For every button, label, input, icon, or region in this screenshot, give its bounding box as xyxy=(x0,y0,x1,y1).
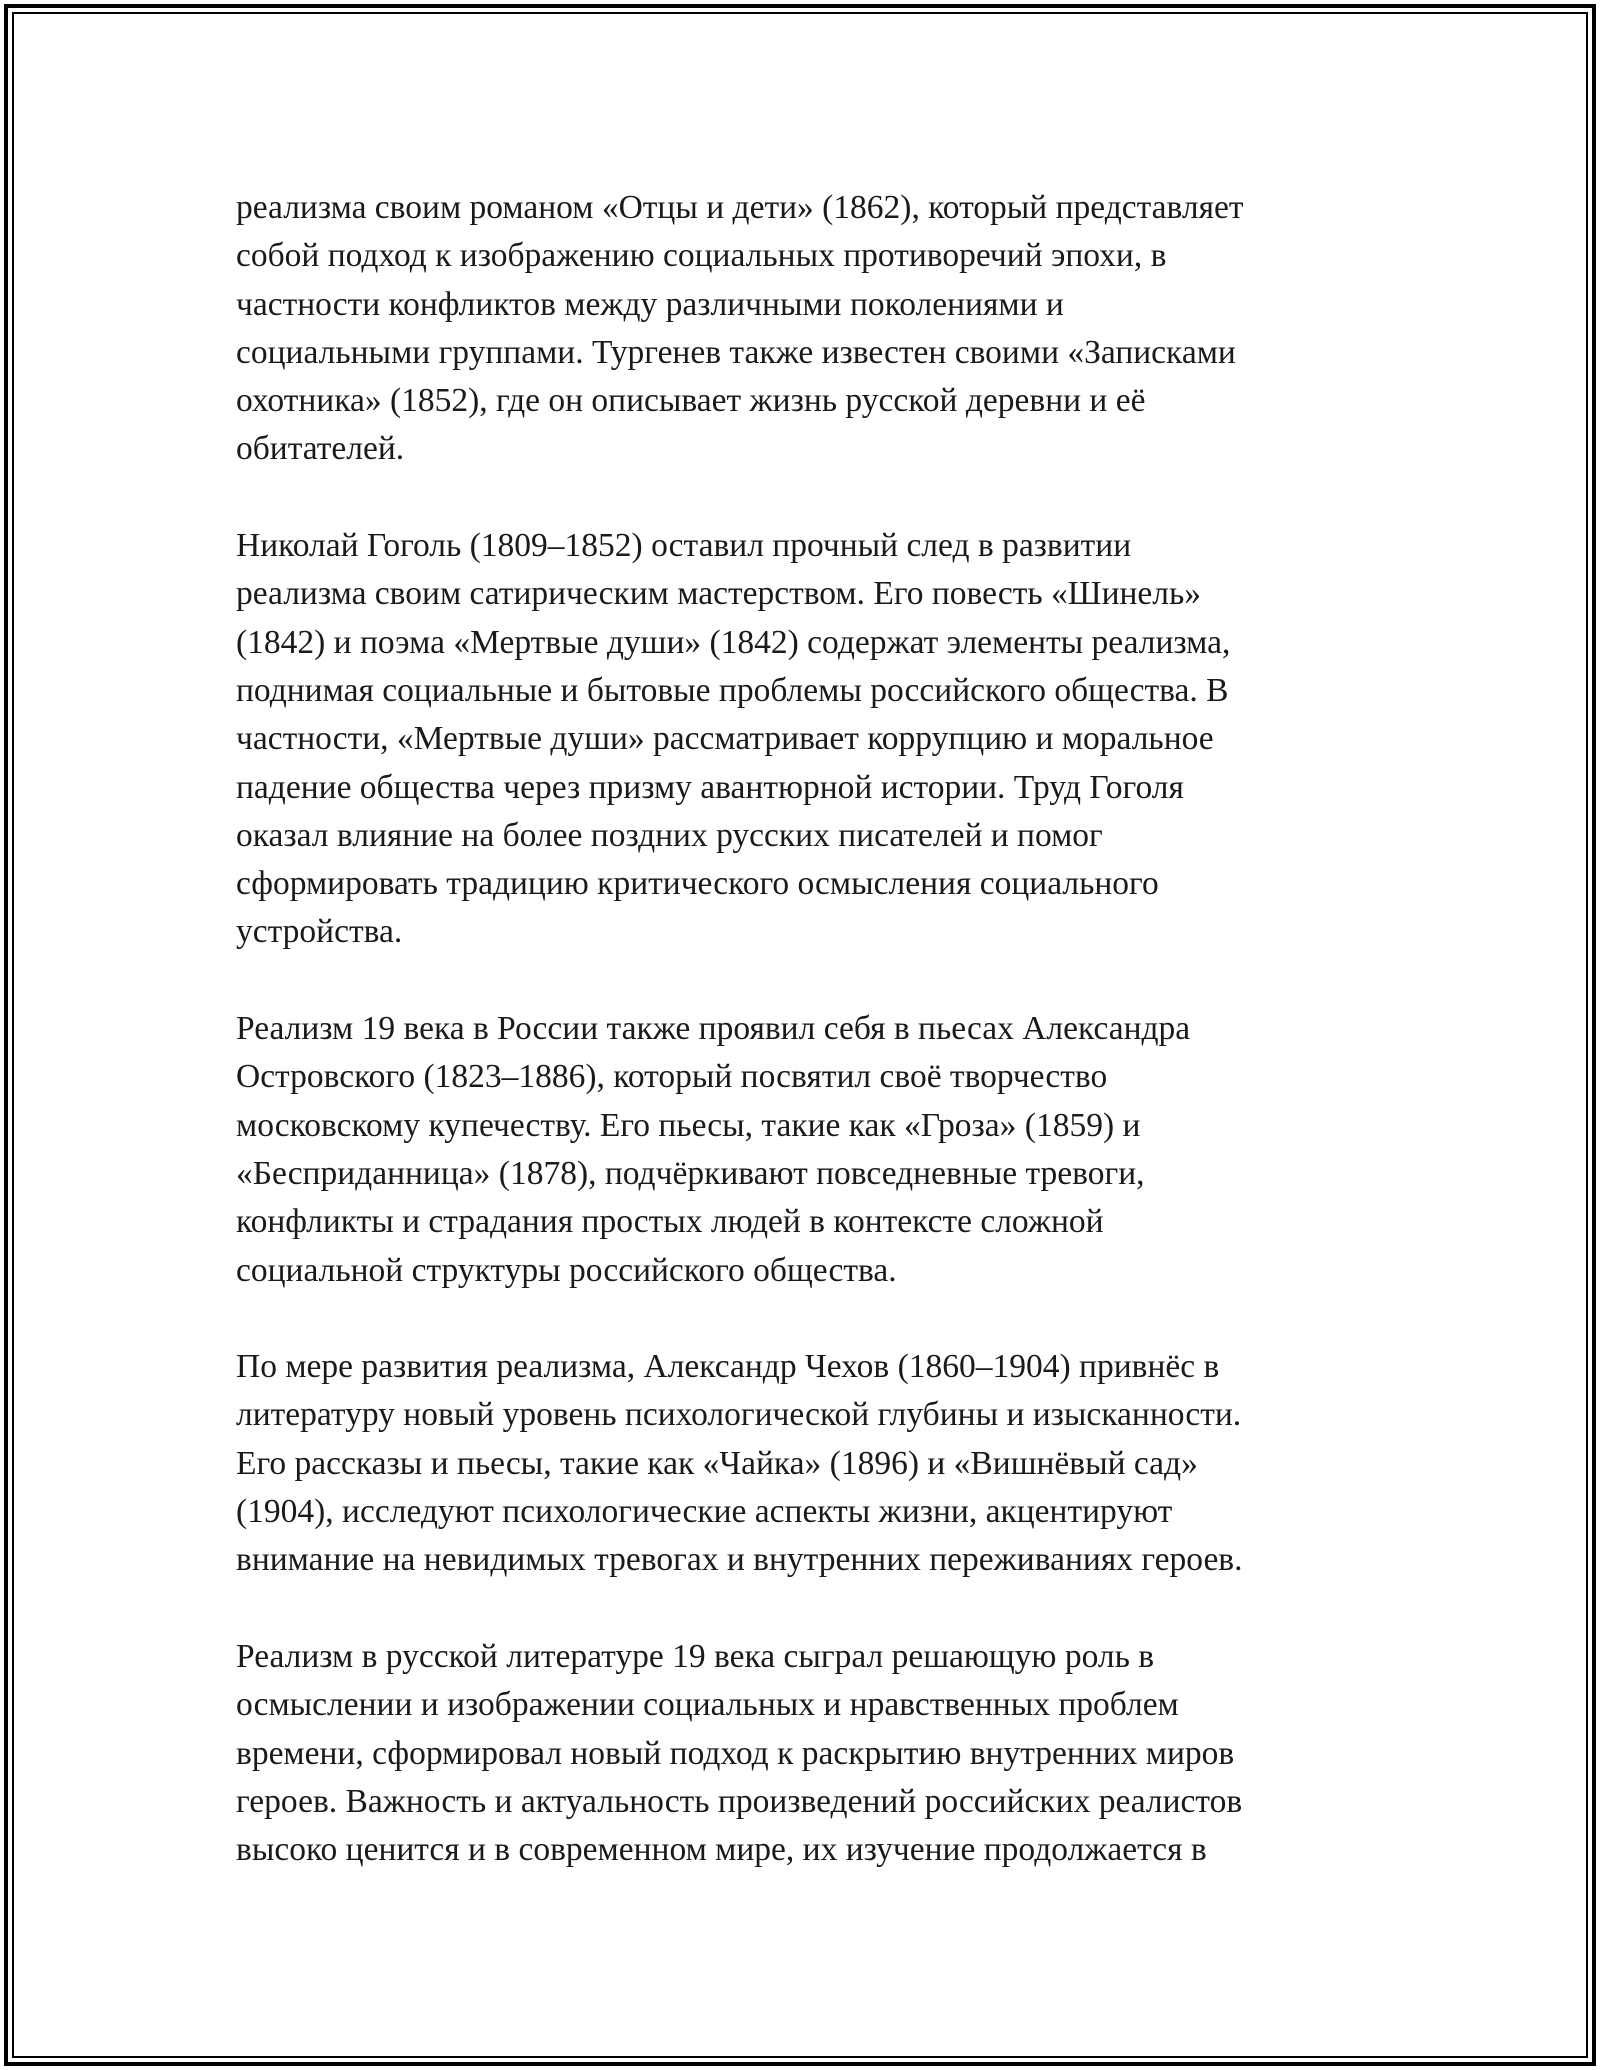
text-line: московскому купечеству. Его пьесы, такие как «Гроза» (1859) и xyxy=(236,1106,1141,1144)
text-line: поднимая социальные и бытовые проблемы российского общества. В xyxy=(236,671,1229,709)
text-line: Реализм 19 века в России также проявил себя в пьесах Александра xyxy=(236,1010,1191,1048)
text-line: социальными группами. Тургенев также известен своими «Записками xyxy=(236,333,1236,371)
text-line: внимание на невидимых тревогах и внутренних переживаниях героев. xyxy=(236,1541,1243,1579)
paragraph-ostrovsky xyxy=(236,1005,1376,1295)
text-line: Его рассказы и пьесы, такие как «Чайка» (1896) и «Вишнёвый сад» xyxy=(236,1444,1198,1482)
text-line: конфликты и страдания простых людей в контексте сложной xyxy=(236,1203,1104,1241)
text-line: Реализм в русской литературе 19 века сыграл решающую роль в xyxy=(236,1637,1155,1675)
text-line: социальной структуры российского общества. xyxy=(236,1251,897,1289)
paragraph-chekhov xyxy=(236,1343,1376,1584)
document-body xyxy=(236,184,1376,1923)
paragraph-turgenev xyxy=(236,184,1376,474)
text-line: «Бесприданница» (1878), подчёркивают повседневные тревоги, xyxy=(236,1154,1145,1192)
text-line: частности, «Мертвые души» рассматривает коррупцию и моральное xyxy=(236,720,1214,758)
text-line: (1842) и поэма «Мертвые души» (1842) содержат элементы реализма, xyxy=(236,623,1231,661)
text-line: осмыслении и изображении социальных и нравственных проблем xyxy=(236,1686,1179,1724)
text-line: собой подход к изображению социальных противоречий эпохи, в xyxy=(236,237,1167,275)
text-line: высоко ценится и в современном мире, их изучение продолжается в xyxy=(236,1831,1207,1869)
text-line: Николай Гоголь (1809–1852) оставил прочный след в развитии xyxy=(236,527,1132,565)
text-line: реализма своим сатирическим мастерством. Его повесть «Шинель» xyxy=(236,575,1202,613)
text-line: частности конфликтов между различными поколениями и xyxy=(236,285,1064,323)
text-line: литературу новый уровень психологической глубины и изысканности. xyxy=(236,1396,1242,1434)
text-line: времени, сформировал новый подход к раскрытию внутренних миров xyxy=(236,1734,1235,1772)
text-line: обитателей. xyxy=(236,430,405,468)
text-line: оказал влияние на более поздних русских писателей и помог xyxy=(236,816,1103,854)
text-line: героев. Важность и актуальность произведений российских реалистов xyxy=(236,1782,1243,1820)
text-line: устройства. xyxy=(236,913,403,951)
text-line: падение общества через призму авантюрной истории. Труд Гоголя xyxy=(236,768,1184,806)
text-line: По мере развития реализма, Александр Чехов (1860–1904) привнёс в xyxy=(236,1348,1220,1386)
text-line: охотника» (1852), где он описывает жизнь русской деревни и её xyxy=(236,382,1146,420)
text-line: реализма своим романом «Отцы и дети» (1862), который представляет xyxy=(236,189,1244,226)
paragraph-conclusion xyxy=(236,1633,1376,1874)
paragraph-gogol xyxy=(236,522,1376,957)
text-line: сформировать традицию критического осмысления социального xyxy=(236,865,1159,903)
text-line: (1904), исследуют психологические аспекты жизни, акцентируют xyxy=(236,1493,1173,1531)
text-line: Островского (1823–1886), который посвятил своё творчество xyxy=(236,1058,1108,1096)
